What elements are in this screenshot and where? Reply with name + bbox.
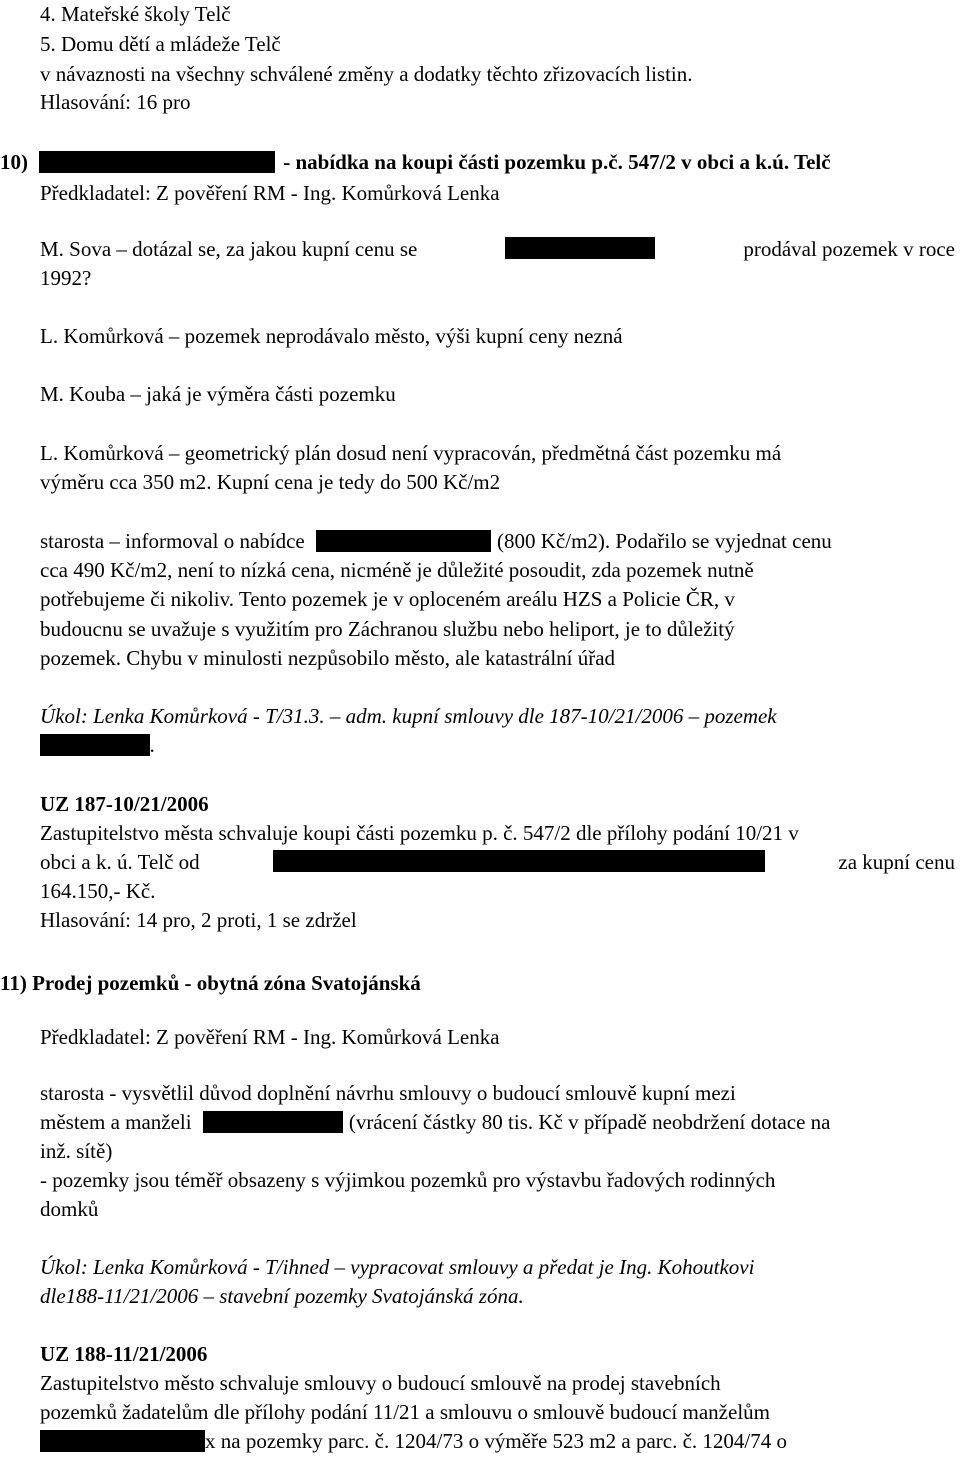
komurkova-answer-1: L. Komůrková – pozemek neprodávalo město, výši kupní ceny nezná xyxy=(40,324,623,348)
sova-question-line-2: 1992? xyxy=(40,266,92,290)
redaction-block xyxy=(40,734,150,756)
intro-item-4: 4. Mateřské školy Telč xyxy=(40,2,231,26)
task-11-line-1: Úkol: Lenka Komůrková - T/ihned – vypracovat smlouvy a předat je Ing. Kohoutkovi xyxy=(40,1255,755,1279)
komurkova-answer-2a: L. Komůrková – geometrický plán dosud není vypracován, předmětná část pozemku má xyxy=(40,441,782,465)
starosta-line-1a: starosta – informoval o nabídce xyxy=(40,529,305,553)
starosta-line-3: potřebujeme či nikoliv. Tento pozemek je v oploceném areálu HZS a Policie ČR, v xyxy=(40,587,735,611)
starosta-11-line-2a: městem a manželi xyxy=(40,1110,192,1134)
task-10-line-2 xyxy=(40,733,155,757)
section-11-heading: 11) Prodej pozemků - obytná zóna Svatojánská xyxy=(0,971,421,995)
intro-continuation: v návaznosti na všechny schválené změny a dodatky těchto zřizovacích listin. xyxy=(40,62,693,86)
starosta-line-2: cca 490 Kč/m2, není to nízká cena, nicméně je důležité posoudit, zda pozemek nutně xyxy=(40,558,754,582)
section-10-number: 10) xyxy=(0,150,28,174)
starosta-line-1b: (800 Kč/m2). Podařilo se vyjednat cenu xyxy=(497,529,832,553)
intro-item-5: 5. Domu dětí a mládeže Telč xyxy=(40,32,281,56)
section-11-presenter: Předkladatel: Z pověření RM - Ing. Komůrková Lenka xyxy=(40,1025,500,1049)
section-10-vote: Hlasování: 14 pro, 2 proti, 1 se zdržel xyxy=(40,908,357,932)
sova-question-a: M. Sova – dotázal se, za jakou kupní cenu se xyxy=(40,237,418,261)
starosta-11-line-2b: (vrácení částky 80 tis. Kč v případě neobdržení dotace na xyxy=(348,1110,831,1134)
task-10-line-1: Úkol: Lenka Komůrková - T/31.3. – adm. kupní smlouvy dle 187-10/21/2006 – pozemek xyxy=(40,704,777,728)
resolution-11-title: UZ 188-11/21/2006 xyxy=(40,1342,208,1366)
resolution-11-line-1: Zastupitelstvo město schvaluje smlouvy o budoucí smlouvě na prodej stavebních xyxy=(40,1371,721,1395)
section-10-presenter: Předkladatel: Z pověření RM - Ing. Komůrková Lenka xyxy=(40,181,500,205)
sova-question-line-1 xyxy=(40,237,955,261)
section-10-title: - nabídka na koupi části pozemku p.č. 547/2 v obci a k.ú. Telč xyxy=(283,150,831,174)
redaction-block xyxy=(203,1111,343,1133)
starosta-line-5: pozemek. Chybu v minulosti nezpůsobilo město, ale katastrální úřad xyxy=(40,646,616,670)
starosta-line-4: budoucnu se uvažuje s využitím pro Záchranou službu nebo heliport, je to důležitý xyxy=(40,617,735,641)
redaction-block xyxy=(505,237,655,259)
resolution-10-line-2b: za kupní cenu xyxy=(838,850,955,874)
resolution-10-line-2 xyxy=(40,850,955,874)
redaction-block xyxy=(39,151,275,173)
redaction-block xyxy=(273,850,765,872)
resolution-11-line-3-text: x na pozemky parc. č. 1204/73 o výměře 523 m2 a parc. č. 1204/74 o xyxy=(205,1429,788,1453)
resolution-10-line-1: Zastupitelstvo města schvaluje koupi části pozemku p. č. 547/2 dle přílohy podání 10/21 v xyxy=(40,821,799,845)
resolution-11-line-2: pozemků žadatelům dle přílohy podání 11/21 a smlouvu o smlouvě budoucí manželům xyxy=(40,1400,770,1424)
resolution-10-line-2a: obci a k. ú. Telč od xyxy=(40,850,200,874)
pozemky-line-1: - pozemky jsou téměř obsazeny s výjimkou pozemků pro výstavbu řadových rodinných xyxy=(40,1168,776,1192)
komurkova-answer-2b: výměru cca 350 m2. Kupní cena je tedy do 500 Kč/m2 xyxy=(40,470,501,494)
starosta-11-line-3: inž. sítě) xyxy=(40,1139,113,1163)
starosta-11-line-1: starosta - vysvětlil důvod doplnění návrhu smlouvy o budoucí smlouvě kupní mezi xyxy=(40,1081,736,1105)
section-10-heading xyxy=(0,150,831,174)
resolution-10-line-3: 164.150,- Kč. xyxy=(40,879,156,903)
starosta-line-1 xyxy=(40,529,832,553)
task-11-line-2: dle188-11/21/2006 – stavební pozemky Svatojánská zóna. xyxy=(40,1284,524,1308)
redaction-block xyxy=(40,1430,205,1452)
starosta-11-line-2 xyxy=(40,1110,831,1134)
resolution-10-title: UZ 187-10/21/2006 xyxy=(40,792,209,816)
pozemky-line-2: domků xyxy=(40,1197,99,1221)
sova-question-b: prodával pozemek v roce xyxy=(743,237,955,261)
intro-vote: Hlasování: 16 pro xyxy=(40,90,191,114)
task-10-line-2-end: . xyxy=(150,733,156,757)
resolution-11-line-3 xyxy=(40,1429,787,1453)
kouba-question: M. Kouba – jaká je výměra části pozemku xyxy=(40,382,396,406)
redaction-block xyxy=(316,530,491,552)
